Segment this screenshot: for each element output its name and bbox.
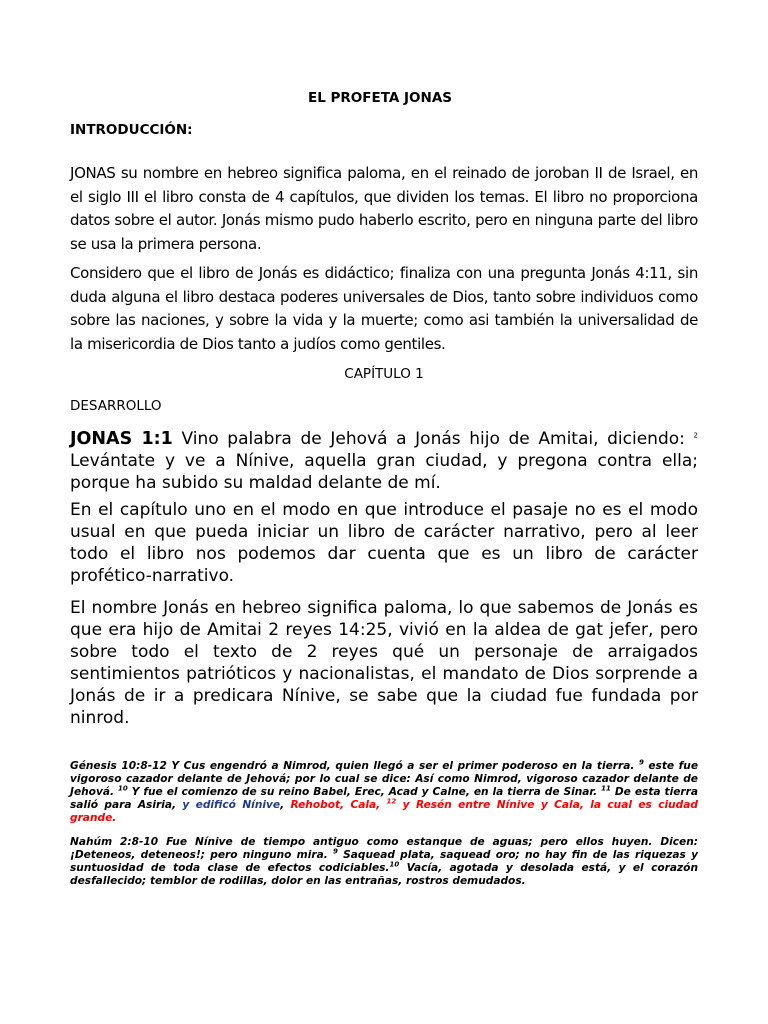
verse-number: 2 — [693, 431, 698, 440]
footnote-nahum — [70, 836, 698, 888]
footnote-verse-number: 10 — [118, 784, 128, 793]
footnote-text: Saquead plata, saquead oro; no hay fin de las riquezas y suntuosidad de toda clase de efectos codiciables. — [70, 849, 698, 874]
footnote-text: De esta tierra salió para Asiria, — [70, 786, 698, 811]
footnote-text: este fue vigoroso cazador delante de Jehová; por lo cual se dice: Así como Nimrod, vigoroso cazador delante de Jehová. — [70, 760, 698, 798]
footnote-highlight-red: Rehobot, Cala, — [290, 799, 387, 811]
body-paragraph-3: En el capítulo uno en el modo en que introduce el pasaje no es el modo usual en que pueda iniciar un libro de carácter narrativo, pero al leer todo el libro nos podemos dar cuenta que es un libro de carácter profético-narrativo. — [70, 500, 698, 586]
body-paragraph-4: El nombre Jonás en hebreo significa paloma, lo que sabemos de Jonás es que era hijo de Amitai 2 reyes 14:25, vivió en la aldea de gat jefer, pero sobre todo el texto de 2 reyes qué un personaje de arraigados sentimientos patrióticos y nacionalistas, el mandato de Dios sorprende a Jonás de ir a predicara Nínive, se sabe que la ciudad fue fundada por ninrod. — [70, 598, 698, 728]
intro-paragraph-1: JONAS su nombre en hebreo significa paloma, en el reinado de joroban II de Israel, en el siglo III el libro consta de 4 capítulos, que dividen los temas. El libro no proporciona datos sobre el autor. Jonás mismo pudo haberlo escrito, pero en ninguna parte del libro se usa la primera persona. — [70, 164, 698, 253]
document-title: EL PROFETA JONAS — [307, 90, 452, 106]
verse-reference: JONAS 1:1 — [70, 429, 173, 449]
footnote-verse-number: 11 — [601, 784, 611, 793]
footnote-text: Vacía, agotada y desolada está, y el corazón desfallecido; temblor de rodillas, dolor en las entrañas, rostros demudados. — [70, 862, 698, 887]
footnote-text: Génesis 10:8-12 Y Cus engendró a Nimrod, quien llegó a ser el primer poderoso en la tierra. — [70, 760, 639, 772]
footnote-verse-number: 9 — [638, 758, 644, 767]
verse-text-a: Vino palabra de Jehová a Jonás hijo de Amitai, diciendo: — [172, 429, 694, 449]
footnote-verse-number: 10 — [389, 860, 400, 869]
footnote-genesis — [70, 760, 698, 825]
section-heading: DESARROLLO — [70, 398, 162, 414]
footnote-highlight-red: y Resén entre Nínive y Cala, la cual es ciudad grande. — [70, 799, 698, 824]
chapter-heading: CAPÍTULO 1 — [344, 366, 424, 382]
footnote-text: Nahúm 2:8-10 Fue Nínive de tiempo antiguo como estanque de aguas; pero ellos huyen. Dicen: ¡Deteneos, deteneos!; pero ninguno mira. — [70, 836, 698, 861]
footnote-verse-number: 9 — [333, 847, 338, 856]
footnote-text: , — [280, 799, 291, 811]
intro-paragraph-2: Considero que el libro de Jonás es didáctico; finaliza con una pregunta Jonás 4:11, sin duda alguna el libro destaca poderes universales de Dios, tanto sobre individuos como sobre las naciones, y sobre la vida y la muerte; como asi también la universalidad de la misericordia de Dios tanto a judíos como gentiles. — [70, 264, 698, 353]
footnote-highlight-blue: y edificó Nínive — [182, 799, 281, 811]
verse-paragraph — [70, 428, 698, 494]
footnote-verse-number: 12 — [386, 797, 397, 806]
verse-text-b: Levántate y ve a Nínive, aquella gran ciudad, y pregona contra ella; porque ha subido su maldad delante de mí. — [70, 451, 698, 493]
intro-heading: INTRODUCCIÓN: — [70, 122, 193, 138]
footnote-text: Y fue el comienzo de su reino Babel, Erec, Acad y Calne, en la tierra de Sinar. — [127, 786, 602, 798]
